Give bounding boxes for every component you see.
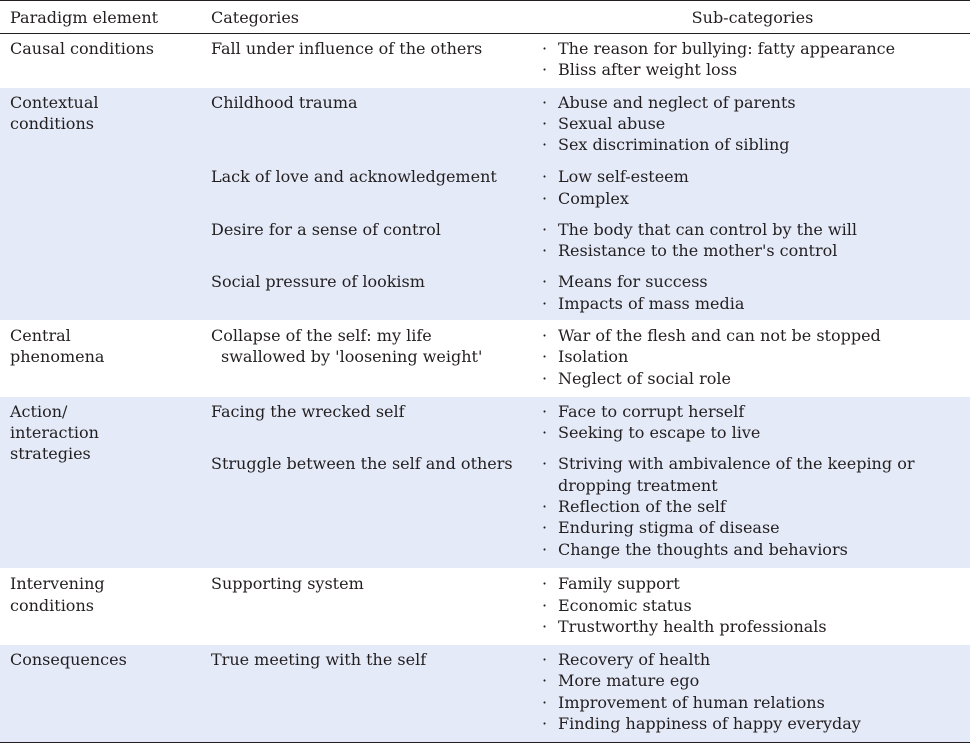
category-label: Fall under influence of the others <box>211 39 483 58</box>
sub-category-text: Reflection of the self <box>558 496 726 516</box>
sub-category-item <box>542 401 970 422</box>
paradigm-element: Contextual conditions <box>10 92 99 133</box>
category-label: Struggle between the self and others <box>211 454 513 474</box>
sub-category-item <box>542 240 970 261</box>
category-cell <box>201 449 535 568</box>
header-paradigm-element: Paradigm element <box>0 1 201 34</box>
sub-category-text: Means for success <box>558 272 708 292</box>
header-sub-categories: Sub-categories <box>535 1 970 34</box>
sub-categories-cell <box>535 215 970 268</box>
sub-categories-cell <box>535 321 970 397</box>
header-row <box>0 1 970 34</box>
category-label: Collapse of the self: my life swallowed by 'loosening weight' <box>211 326 483 367</box>
paradigm-element: Causal conditions <box>10 39 154 58</box>
sub-category-item <box>542 649 970 670</box>
sub-category-item <box>542 293 970 314</box>
sub-categories-cell <box>535 34 970 88</box>
bullet-icon: · <box>542 574 548 594</box>
sub-category-item <box>542 59 970 80</box>
category-cell <box>201 645 535 743</box>
bullet-icon: · <box>542 539 548 559</box>
category-cell <box>201 569 535 645</box>
bullet-icon: · <box>542 595 548 615</box>
sub-category-text: Low self-esteem <box>558 167 689 187</box>
bullet-icon: · <box>542 616 548 636</box>
sub-category-item <box>542 219 970 240</box>
paradigm-element-cell <box>0 645 201 743</box>
sub-category-item <box>542 134 970 155</box>
bullet-icon: · <box>542 650 548 670</box>
bullet-icon: · <box>542 167 548 187</box>
table-row <box>0 645 970 743</box>
bullet-icon: · <box>542 671 548 691</box>
table-body <box>0 34 970 743</box>
sub-category-text: Family support <box>558 574 680 594</box>
sub-category-text: Economic status <box>558 595 692 615</box>
sub-category-item <box>542 539 970 560</box>
sub-category-text: Sexual abuse <box>558 113 666 133</box>
sub-category-list <box>542 92 970 156</box>
sub-category-list <box>542 38 970 81</box>
sub-category-text: Resistance to the mother's control <box>558 241 838 261</box>
bullet-icon: · <box>542 135 548 155</box>
category-cell <box>201 34 535 88</box>
sub-category-item <box>542 670 970 691</box>
sub-category-text: Isolation <box>558 347 629 367</box>
sub-category-text: Improvement of human relations <box>558 692 825 712</box>
sub-category-text: War of the flesh and can not be stopped <box>558 326 881 346</box>
sub-categories-cell <box>535 267 970 320</box>
sub-category-list <box>542 325 970 389</box>
paradigm-element: Consequences <box>10 650 127 670</box>
sub-category-text: Neglect of social role <box>558 368 731 388</box>
sub-category-list <box>542 573 970 637</box>
bullet-icon: · <box>542 368 548 388</box>
sub-category-item <box>542 188 970 209</box>
sub-category-list <box>542 271 970 314</box>
category-cell <box>201 321 535 397</box>
category-cell <box>201 267 535 320</box>
sub-category-item <box>542 496 970 517</box>
sub-category-text: Change the thoughts and behaviors <box>558 539 848 559</box>
paradigm-element-cell <box>0 569 201 645</box>
sub-category-item <box>542 713 970 734</box>
bullet-icon: · <box>542 347 548 367</box>
sub-categories-cell <box>535 87 970 162</box>
sub-category-item <box>542 692 970 713</box>
sub-category-list <box>542 166 970 209</box>
sub-category-text: Enduring stigma of disease <box>558 518 780 538</box>
category-cell <box>201 162 535 215</box>
paradigm-element-cell <box>0 87 201 320</box>
bullet-icon: · <box>542 39 548 58</box>
paradigm-element: Action/ interaction strategies <box>10 401 99 464</box>
paradigm-element: Central phenomena <box>10 326 105 367</box>
bullet-icon: · <box>542 518 548 538</box>
paradigm-element: Intervening conditions <box>10 574 105 615</box>
sub-category-list <box>542 453 970 559</box>
bullet-icon: · <box>542 401 548 421</box>
sub-category-item <box>542 271 970 292</box>
sub-category-item <box>542 616 970 637</box>
sub-categories-cell <box>535 449 970 568</box>
table-row <box>0 321 970 397</box>
sub-category-text: Trustworthy health professionals <box>558 616 827 636</box>
table-row <box>0 569 970 645</box>
sub-category-text: Seeking to escape to live <box>558 423 761 443</box>
sub-categories-cell <box>535 396 970 449</box>
bullet-icon: · <box>542 60 548 80</box>
sub-category-item <box>542 166 970 187</box>
sub-category-item <box>542 325 970 346</box>
sub-category-item <box>542 346 970 367</box>
bullet-icon: · <box>542 713 548 733</box>
bullet-icon: · <box>542 423 548 443</box>
sub-category-text: Bliss after weight loss <box>558 60 738 80</box>
sub-category-item <box>542 517 970 538</box>
bullet-icon: · <box>542 496 548 516</box>
bullet-icon: · <box>542 188 548 208</box>
category-label: Facing the wrecked self <box>211 401 405 421</box>
category-cell <box>201 396 535 449</box>
table-row <box>0 87 970 162</box>
sub-category-text: Face to corrupt herself <box>558 401 745 421</box>
category-label: Desire for a sense of control <box>211 219 441 239</box>
category-cell <box>201 87 535 162</box>
sub-category-list <box>542 649 970 734</box>
sub-category-item <box>542 453 970 496</box>
paradigm-element-cell <box>0 396 201 569</box>
bullet-icon: · <box>542 272 548 292</box>
table-row <box>0 396 970 449</box>
sub-category-item <box>542 422 970 443</box>
table-row <box>0 34 970 88</box>
sub-categories-cell <box>535 162 970 215</box>
sub-category-item <box>542 38 970 59</box>
bullet-icon: · <box>542 92 548 112</box>
category-label: Social pressure of lookism <box>211 272 425 292</box>
sub-categories-cell <box>535 645 970 743</box>
header-categories: Categories <box>201 1 535 34</box>
sub-category-list <box>542 401 970 444</box>
sub-category-text: Impacts of mass media <box>558 293 745 313</box>
sub-category-text: More mature ego <box>558 671 700 691</box>
paradigm-element-cell <box>0 34 201 88</box>
sub-category-item <box>542 113 970 134</box>
category-label: Childhood trauma <box>211 92 358 112</box>
sub-category-list <box>542 219 970 262</box>
category-label: True meeting with the self <box>211 650 427 670</box>
bullet-icon: · <box>542 293 548 313</box>
sub-categories-cell <box>535 569 970 645</box>
bullet-icon: · <box>542 326 548 346</box>
sub-category-text: The reason for bullying: fatty appearance <box>558 39 896 58</box>
bullet-icon: · <box>542 454 548 474</box>
sub-category-item <box>542 595 970 616</box>
sub-category-item <box>542 92 970 113</box>
sub-category-text: The body that can control by the will <box>558 219 857 239</box>
bullet-icon: · <box>542 219 548 239</box>
sub-category-item <box>542 368 970 389</box>
table-header <box>0 1 970 34</box>
bullet-icon: · <box>542 241 548 261</box>
sub-category-item <box>542 573 970 594</box>
category-cell <box>201 215 535 268</box>
sub-category-text: Sex discrimination of sibling <box>558 135 790 155</box>
sub-category-text: Abuse and neglect of parents <box>558 92 796 112</box>
category-label: Supporting system <box>211 574 364 594</box>
sub-category-text: Recovery of health <box>558 650 711 670</box>
category-label: Lack of love and acknowledgement <box>211 167 497 187</box>
sub-category-text: Striving with ambivalence of the keeping or dropping treatment <box>558 454 915 495</box>
bullet-icon: · <box>542 692 548 712</box>
paradigm-element-cell <box>0 321 201 397</box>
sub-category-text: Complex <box>558 188 629 208</box>
bullet-icon: · <box>542 113 548 133</box>
sub-category-text: Finding happiness of happy everyday <box>558 713 861 733</box>
